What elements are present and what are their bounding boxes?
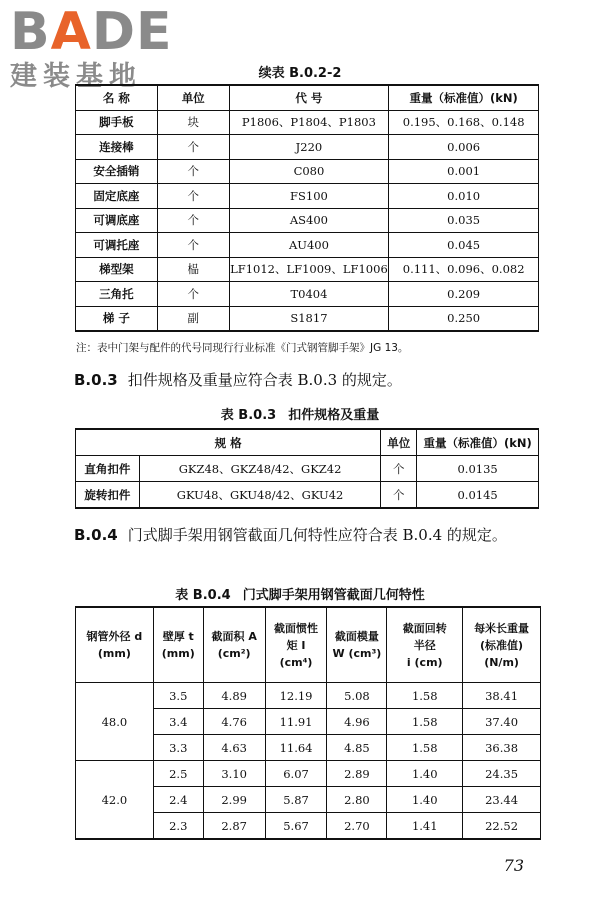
header-name: 名 称 bbox=[76, 85, 158, 110]
cell: 3.4 bbox=[153, 709, 203, 735]
table-row bbox=[76, 184, 539, 209]
cell: 0.250 bbox=[389, 306, 539, 331]
cell: 4.63 bbox=[203, 735, 265, 761]
cell: 38.41 bbox=[463, 683, 541, 709]
cell: 个 bbox=[157, 233, 229, 258]
table-row bbox=[76, 482, 539, 509]
table-header-row bbox=[76, 429, 539, 456]
section-number: B.0.4 bbox=[74, 526, 118, 544]
cell: GKZ48、GKZ48/42、GKZ42 bbox=[139, 456, 380, 482]
header-unit: 单位 bbox=[381, 429, 417, 456]
cell: 2.89 bbox=[327, 761, 387, 787]
cell: 0.006 bbox=[389, 135, 539, 160]
header-spec: 规 格 bbox=[76, 429, 381, 456]
cell: 梯 子 bbox=[76, 306, 158, 331]
cell: 2.4 bbox=[153, 787, 203, 813]
table-b04-caption bbox=[0, 584, 600, 603]
cell: 2.87 bbox=[203, 813, 265, 840]
caption-title: 扣件规格及重量 bbox=[288, 408, 380, 423]
cell-diameter: 42.0 bbox=[76, 761, 154, 840]
cell: GKU48、GKU48/42、GKU42 bbox=[139, 482, 380, 509]
cell: AS400 bbox=[229, 208, 389, 233]
cell: 个 bbox=[157, 159, 229, 184]
cell: 个 bbox=[157, 208, 229, 233]
cell: 6.07 bbox=[265, 761, 327, 787]
cell: 23.44 bbox=[463, 787, 541, 813]
caption-number: 表 B.0.3 bbox=[220, 408, 277, 423]
cell: 0.195、0.168、0.148 bbox=[389, 110, 539, 135]
table-row bbox=[76, 208, 539, 233]
cell: 脚手板 bbox=[76, 110, 158, 135]
cell: P1806、P1804、P1803 bbox=[229, 110, 389, 135]
cell: 0.0135 bbox=[417, 456, 539, 482]
table-header-row bbox=[76, 607, 541, 683]
header-code: 代 号 bbox=[229, 85, 389, 110]
table-b04 bbox=[75, 606, 541, 840]
cell: 0.035 bbox=[389, 208, 539, 233]
cell: 1.41 bbox=[387, 813, 463, 840]
cell: 旋转扣件 bbox=[76, 482, 140, 509]
cell: S1817 bbox=[229, 306, 389, 331]
cell: 5.08 bbox=[327, 683, 387, 709]
cell: FS100 bbox=[229, 184, 389, 209]
cell: 个 bbox=[381, 482, 417, 509]
cell: 梯型架 bbox=[76, 257, 158, 282]
cell: 副 bbox=[157, 306, 229, 331]
cell: 个 bbox=[157, 184, 229, 209]
cell: 4.85 bbox=[327, 735, 387, 761]
header-area: 截面积 A (cm²) bbox=[203, 607, 265, 683]
logo-wordmark: BADE bbox=[10, 2, 173, 62]
cell: 连接棒 bbox=[76, 135, 158, 160]
table-header-row bbox=[76, 85, 539, 110]
table-row bbox=[76, 233, 539, 258]
cell: T0404 bbox=[229, 282, 389, 307]
cell: AU400 bbox=[229, 233, 389, 258]
table-row bbox=[76, 257, 539, 282]
page-number: 73 bbox=[503, 856, 524, 875]
cell: LF1012、LF1009、LF1006 bbox=[229, 257, 389, 282]
cell: 2.70 bbox=[327, 813, 387, 840]
table-b022-caption: 续表 B.0.2-2 bbox=[258, 66, 342, 81]
cell: 0.209 bbox=[389, 282, 539, 307]
table-b022 bbox=[75, 84, 539, 332]
cell: 12.19 bbox=[265, 683, 327, 709]
cell: 1.58 bbox=[387, 709, 463, 735]
cell: 4.96 bbox=[327, 709, 387, 735]
cell: 1.58 bbox=[387, 683, 463, 709]
cell: 三角托 bbox=[76, 282, 158, 307]
header-unit: 单位 bbox=[157, 85, 229, 110]
caption-number: 表 B.0.4 bbox=[175, 588, 231, 603]
cell: 0.001 bbox=[389, 159, 539, 184]
cell: 个 bbox=[157, 282, 229, 307]
cell: J220 bbox=[229, 135, 389, 160]
cell: 4.76 bbox=[203, 709, 265, 735]
table-b03-caption bbox=[0, 404, 600, 423]
cell: 0.045 bbox=[389, 233, 539, 258]
cell: 0.111、0.096、0.082 bbox=[389, 257, 539, 282]
cell: 2.5 bbox=[153, 761, 203, 787]
cell: 榀 bbox=[157, 257, 229, 282]
header-weight: 重量（标准值）(kN) bbox=[389, 85, 539, 110]
cell: 个 bbox=[157, 135, 229, 160]
cell: 24.35 bbox=[463, 761, 541, 787]
table-row bbox=[76, 683, 541, 709]
cell: 1.40 bbox=[387, 761, 463, 787]
cell: 安全插销 bbox=[76, 159, 158, 184]
cell: 2.3 bbox=[153, 813, 203, 840]
cell: 36.38 bbox=[463, 735, 541, 761]
cell: 3.3 bbox=[153, 735, 203, 761]
cell: 可调底座 bbox=[76, 208, 158, 233]
caption-title: 门式脚手架用钢管截面几何特性 bbox=[242, 588, 425, 603]
header-inertia: 截面惯性 矩 I (cm⁴) bbox=[265, 607, 327, 683]
table-row bbox=[76, 135, 539, 160]
cell: 2.80 bbox=[327, 787, 387, 813]
table-note: 注：表中门架与配件的代号同现行行业标准《门式钢管脚手架》JG 13。 bbox=[76, 342, 409, 354]
cell: 3.10 bbox=[203, 761, 265, 787]
header-outer-diameter: 钢管外径 d (mm) bbox=[76, 607, 154, 683]
cell: 5.87 bbox=[265, 787, 327, 813]
cell: 固定底座 bbox=[76, 184, 158, 209]
cell: 22.52 bbox=[463, 813, 541, 840]
section-b03 bbox=[74, 367, 544, 394]
cell: 3.5 bbox=[153, 683, 203, 709]
cell: 11.91 bbox=[265, 709, 327, 735]
table-row bbox=[76, 761, 541, 787]
header-weight-per-meter: 每米长重量 (标准值) (N/m) bbox=[463, 607, 541, 683]
section-text: 门式脚手架用钢管截面几何特性应符合表 B.0.4 的规定。 bbox=[127, 526, 507, 544]
cell: 1.58 bbox=[387, 735, 463, 761]
cell: 个 bbox=[381, 456, 417, 482]
cell: 5.67 bbox=[265, 813, 327, 840]
cell: 4.89 bbox=[203, 683, 265, 709]
cell: 2.99 bbox=[203, 787, 265, 813]
cell: 直角扣件 bbox=[76, 456, 140, 482]
section-number: B.0.3 bbox=[74, 371, 118, 389]
cell: 0.010 bbox=[389, 184, 539, 209]
logo-subtitle: 建装基地 bbox=[10, 61, 142, 92]
section-text: 扣件规格及重量应符合表 B.0.3 的规定。 bbox=[127, 371, 402, 389]
table-row bbox=[76, 306, 539, 331]
cell: C080 bbox=[229, 159, 389, 184]
header-modulus: 截面模量 W (cm³) bbox=[327, 607, 387, 683]
table-b03 bbox=[75, 428, 539, 509]
table-row bbox=[76, 282, 539, 307]
cell: 11.64 bbox=[265, 735, 327, 761]
header-weight: 重量（标准值）(kN) bbox=[417, 429, 539, 456]
table-row bbox=[76, 159, 539, 184]
cell: 块 bbox=[157, 110, 229, 135]
table-row bbox=[76, 110, 539, 135]
cell: 可调托座 bbox=[76, 233, 158, 258]
header-wall-thickness: 壁厚 t (mm) bbox=[153, 607, 203, 683]
table-row bbox=[76, 456, 539, 482]
cell-diameter: 48.0 bbox=[76, 683, 154, 761]
header-radius: 截面回转 半径 i (cm) bbox=[387, 607, 463, 683]
section-b04 bbox=[74, 522, 544, 549]
cell: 0.0145 bbox=[417, 482, 539, 509]
cell: 1.40 bbox=[387, 787, 463, 813]
cell: 37.40 bbox=[463, 709, 541, 735]
